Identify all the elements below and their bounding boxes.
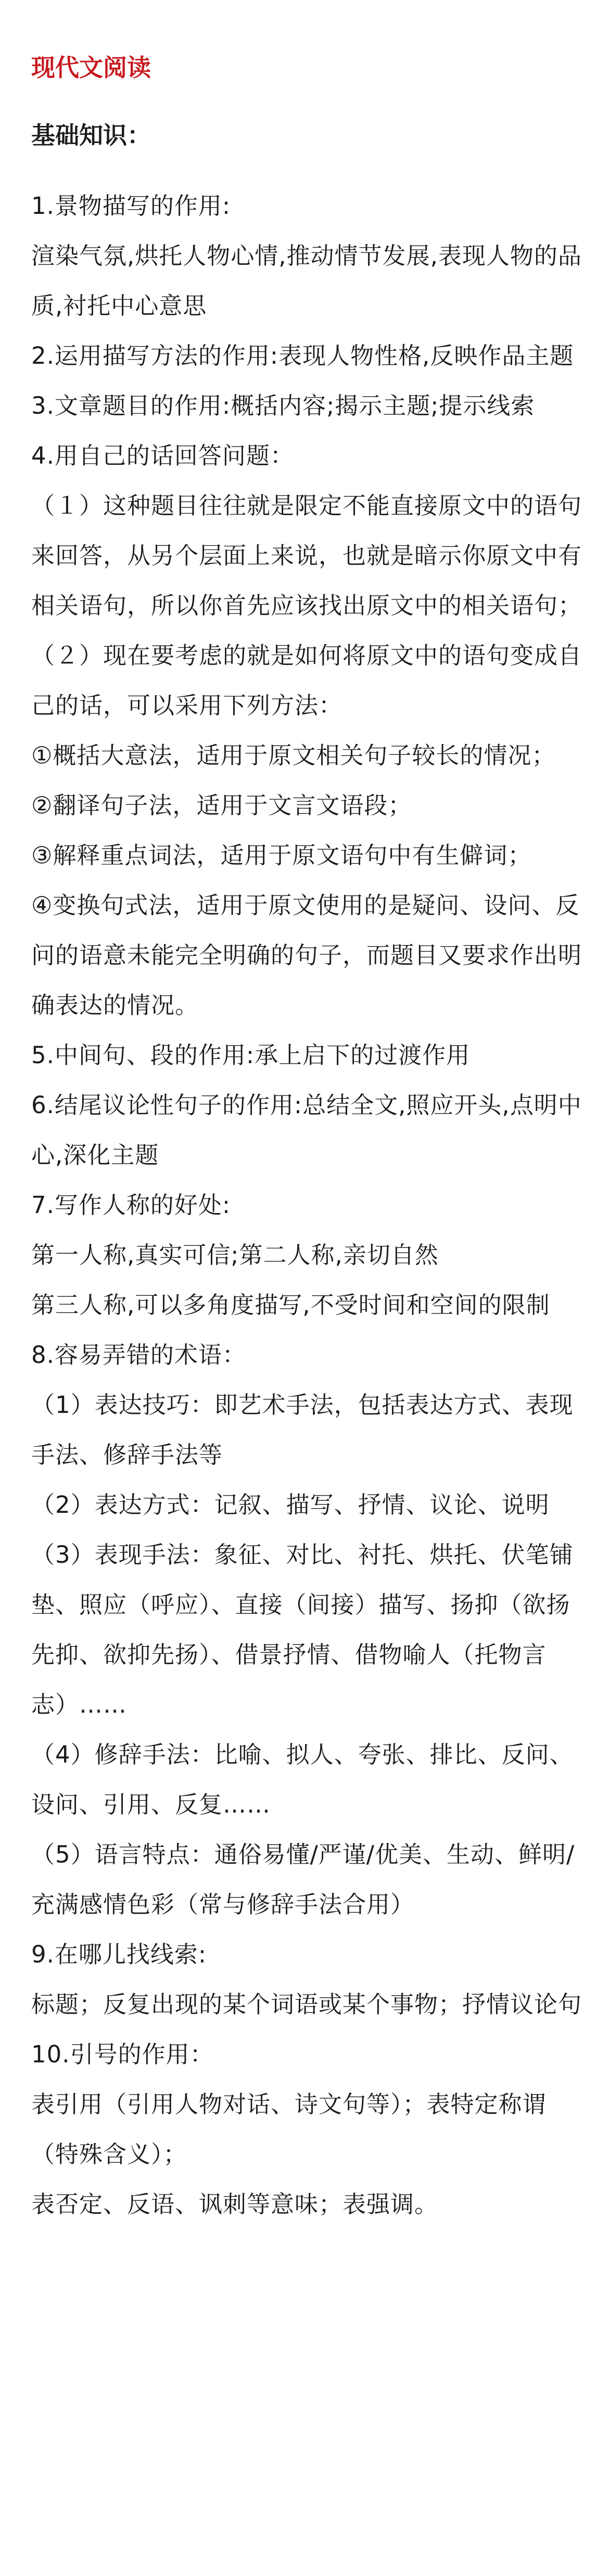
paragraph: 2.运用描写方法的作用:表现人物性格,反映作品主题	[31, 342, 574, 369]
paragraph: ②翻译句子法，适用于文言文语段；	[31, 792, 412, 819]
paragraph: （2）表达方式：记叙、描写、抒情、议论、说明	[31, 1491, 550, 1519]
paragraph: （１）这种题目往往就是限定不能直接原文中的语句来回答，从另个层面上来说，也就是暗示你原文中有相关语句，所以你首先应该找出原文中的相关语句；	[31, 492, 582, 619]
document-body	[31, 181, 583, 2229]
paragraph: 9.在哪儿找线索:	[31, 1941, 207, 1968]
paragraph: （4）修辞手法：比喻、拟人、夸张、排比、反问、设问、引用、反复……	[31, 1741, 574, 1818]
paragraph: ①概括大意法，适用于原文相关句子较长的情况；	[31, 742, 556, 769]
paragraph: ④变换句式法，适用于原文使用的是疑问、设问、反问的语意未能完全明确的句子，而题目又要求作出明确表达的情况。	[31, 891, 582, 1019]
section-heading: 基础知识：	[31, 121, 151, 149]
paragraph: 1.景物描写的作用:	[31, 192, 231, 220]
paragraph: （5）语言特点：通俗易懂/严谨/优美、生动、鲜明/充满感情色彩（常与修辞手法合用）	[31, 1841, 575, 1918]
document-title: 现代文阅读	[31, 54, 151, 82]
paragraph: 5.中间句、段的作用:承上启下的过渡作用	[31, 1041, 471, 1069]
paragraph: 第一人称,真实可信;第二人称,亲切自然	[31, 1241, 439, 1269]
paragraph: 6.结尾议论性句子的作用:总结全文,照应开头,点明中心,深化主题	[31, 1091, 582, 1169]
paragraph: （２）现在要考虑的就是如何将原文中的语句变成自己的话，可以采用下列方法：	[31, 642, 582, 719]
paragraph: 10.引号的作用：	[31, 2041, 214, 2068]
paragraph: （1）表达技巧：即艺术手法，包括表达方式、表现手法、修辞手法等	[31, 1391, 574, 1469]
paragraph: 4.用自己的话回答问题：	[31, 442, 294, 469]
paragraph: 3.文章题目的作用:概括内容;揭示主题;提示线索	[31, 392, 535, 419]
paragraph: 表引用（引用人物对话、诗文句等）；表特定称谓（特殊含义）；	[31, 2090, 547, 2168]
paragraph: 标题；反复出现的某个词语或某个事物；抒情议论句	[31, 1991, 582, 2018]
paragraph: 表否定、反语、讽刺等意味；表强调。	[31, 2190, 439, 2218]
paragraph: 7.写作人称的好处:	[31, 1191, 231, 1219]
paragraph: （3）表现手法：象征、对比、衬托、烘托、伏笔铺垫、照应（呼应）、直接（间接）描写、扬抑（欲扬先抑、欲抑先扬）、借景抒情、借物喻人（托物言志）……	[31, 1541, 574, 1718]
paragraph: 8.容易弄错的术语：	[31, 1341, 246, 1369]
paragraph: 第三人称,可以多角度描写,不受时间和空间的限制	[31, 1291, 550, 1319]
paragraph: ③解释重点词法，适用于原文语句中有生僻词；	[31, 841, 532, 869]
paragraph: 渲染气氛,烘托人物心情,推动情节发展,表现人物的品质,衬托中心意思	[31, 242, 582, 320]
